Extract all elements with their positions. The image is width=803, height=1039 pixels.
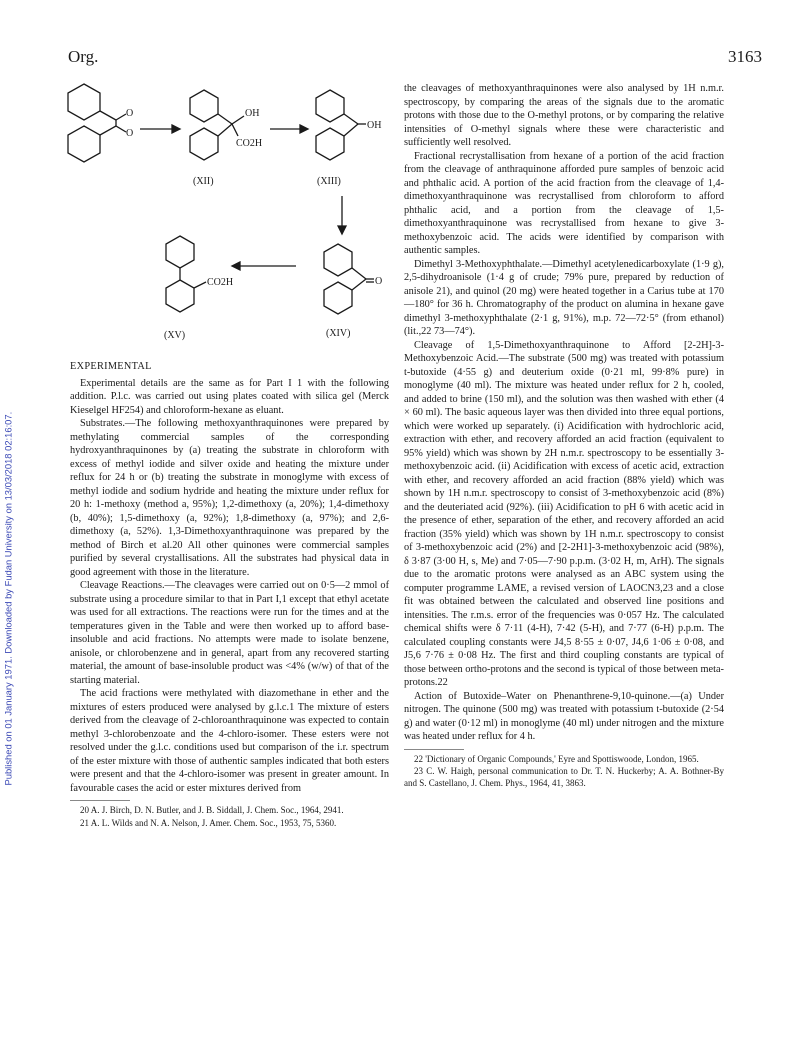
footnote-rule (404, 749, 464, 750)
label-xiii: (XIII) (317, 176, 341, 187)
paragraph: Fractional recrystallisation from hexane of a portion of the acid fraction from the cleavage of anthraquinone afforded pure samples of benzoic acid and phthalic acid. A portion of the acid fraction from the cleavage of 1,4-dimethoxyanthraquinone was recrystallised from chloroform to afford phthalic acid, and a portion from the cleavage of 1,5-dimethoxyanthraquinone was recrystallised from hexane to give 3-methoxybenzoic acid. The acids were identified by comparison with authentic samples. (404, 150, 724, 256)
atom-o-2: O (126, 128, 134, 139)
paragraph: Substrates.—The following methoxyanthraquinones were prepared by methylating commercial samples of the corresponding hydroxyanthraquinones by (a) treating the substrate in chloroform with excess of methyl iodide and silver oxide and heating the mixture under reflux for 24 h or (b) treating the substrate in monoglyme with excess of methyl iodide and sodium hydride and heating the mixture under reflux for 20 h: 1-methoxy (method a, 95%); 1,2-dimethoxy (a, 20%); 1,4-dimethoxy (b, 40%); 1,5-dimethoxy (a, 92%); 1,8-dimethoxy (a, 97%); and 2,6-dimethoxy (a, 52%). 1,3-Dimethoxyanthraquinone was prepared by the method of Birch et al.20 All other quinones were commercial samples purified by several crystallisations. All the substrates had physical data in good agreement with those in the literature. (70, 418, 389, 578)
paragraph: Dimethyl 3-Methoxyphthalate.—Dimethyl acetylenedicarboxylate (1·9 g), 2,5-dihydroanisole (1·4 g of crude; 79% pure, prepared by reduction of anisole 21), and quinol (20 mg) were heated together in a Carius tube at 170—180° for 36 h. Chromatography of the product on alumina in hexane gave dimethyl 3-methoxyphthalate (2·1 g, 91%), m.p. 72—72·5° (from ethanol) (lit.,22 73—74°). (404, 258, 724, 337)
atom-oh-1: OH (245, 108, 260, 119)
compound-xiv-structure (324, 244, 374, 314)
compound-xv-structure (166, 236, 206, 312)
journal-abbrev: Org. (68, 47, 99, 66)
right-column (404, 82, 724, 790)
paragraph: Experimental details are the same as for Part I 1 with the following addition. P.l.c. was carried out using plates coated with silica gel (Merck Kieselgel HF254) and chloroform-hexane as eluant. (70, 377, 389, 416)
section-heading: EXPERIMENTAL (70, 361, 152, 372)
atom-co2h-1: CO2H (236, 138, 263, 149)
reaction-scheme (60, 76, 420, 356)
footnote: 21 A. L. Wilds and N. A. Nelson, J. Amer. Chem. Soc., 1953, 75, 5360. (80, 817, 337, 828)
footnote: 20 A. J. Birch, D. N. Butler, and J. B. Siddall, J. Chem. Soc., 1964, 2941. (80, 805, 344, 815)
atom-oh-2: OH (367, 120, 382, 131)
download-notice: Published on 01 January 1971. Downloaded by Fudan University on 13/03/2018 02:16:07. (2, 411, 14, 786)
label-xiv: (XIV) (326, 328, 351, 339)
paragraph: Cleavage of 1,5-Dimethoxyanthraquinone to Afford [2-2H]-3-Methoxybenzoic Acid.—The substrate (500 mg) was treated with potassium t-butoxide (4·55 g) and deuterium oxide (0·21 ml, 99·8% pure) in monoglyme (40 ml). The mixture was heated under reflux for 2 h, cooled, and added to brine (150 ml), and the solution was then washed with ether (4 × 60 ml). The basic aqueous layer was then divided into three equal portions, which were worked up separately. (i) Acidification with hydrochloric acid, extraction with ether, and recovery afforded an acid fraction (equivalent to 95% yield) which was shown by 2H n.m.r. spectroscopy to be essentially 3-methoxybenzoic acid. (ii) Acidification with excess of acetic acid, extraction with ether, and recovery afforded an acid fraction (88% yield) which was shown by 1H n.m.r. spectroscopy to consist of 3-methoxybenzoic acid (8%) and the deuteriated acid (92%). (iii) Acidification to pH 6 with acetic acid in the presence of ether, separation of the ether, and recovery afforded an acid fraction (35% yield) which was shown by 1H n.m.r. spectroscopy to consist of 3-methoxybenzoic acid (2%) and [2-2H1]-3-methoxybenzoic acid (98%), δ 3·87 (3·00 H, s, Me) and 7·05—7·90 p.p.m. (3·02 H, m, ArH). The signals due to the aromatic protons were analysed as an ABC system using the computer programme LAME, a revised version of LAOCN3,23 and a close fit was obtained between the calculated and observed line positions and intensities. The r.m.s. error of the frequencies was 0·057 Hz. The calculated chemical shifts were δ 7·11 (4-H), 7·42 (5-H), and 7·77 (6-H) p.p.m. The calculated coupling constants were J4,5 8·55 ± 0·07, J4,6 1·06 ± 0·08, and J5,6 7·76 ± 0·08 Hz. The first and third coupling constants are typical of those between ortho-protons and the second is typical of those between meta-protons.22 (404, 339, 724, 688)
label-xii: (XII) (193, 176, 214, 187)
paragraph: Action of Butoxide–Water on Phenanthrene-9,10-quinone.—(a) Under nitrogen. The quinone (500 mg) was treated with potassium t-butoxide (2·54 g) and water (0·12 ml) in monoglyme (40 ml) under nitrogen and the mixture was heated under reflux for 4 h. (404, 690, 724, 742)
footnotes (70, 805, 389, 829)
atom-o-1: O (126, 108, 134, 119)
paragraph: the cleavages of methoxyanthraquinones were also analysed by 1H n.m.r. spectroscopy, by comparing the areas of the signals due to the aromatic protons with those due to the O-methyl protons, or by comparing the relative intensities of O-methyl signals where these were characteristic and sufficiently well resolved. (404, 83, 724, 148)
compound-xii-structure (190, 90, 244, 160)
left-column (70, 360, 389, 830)
phenanthrenequinone-structure (68, 84, 126, 162)
page-number: 3163 (728, 47, 762, 66)
footnote: 22 'Dictionary of Organic Compounds,' Eyre and Spottiswoode, London, 1965. (414, 753, 699, 764)
footnote-rule (70, 800, 130, 801)
paragraph: The acid fractions were methylated with diazomethane in ether and the mixtures of esters produced were analysed by g.l.c.1 The mixture of esters derived from the cleavage of 2-chloroanthraquinone was expected to contain methyl 3-chlorobenzoate and the 4-chloro-isomer. These esters were not resolved under the g.l.c. conditions used but comparison of the i.r. spectrum of the ester mixture with those of authentic samples indicated that both esters were present and that the 4-chloro-isomer was present in greater amount. In favourable cases the acid or ester mixtures derived from (70, 688, 389, 794)
atom-co2h-2: CO2H (207, 277, 234, 288)
paragraph: Cleavage Reactions.—The cleavages were carried out on 0·5—2 mmol of substrate using a procedure similar to that in Part I,1 except that ethyl acetate was used for all extractions. The reactions were run for the times and at the temperatures given in the Table and were then worked up to afford base-insoluble and acid fractions. No attempts were made to isolate benzene, anisole, or chlorobenzene and in general, apart from any recovered starting material, the amount of base-insoluble product was <4% (w/w) of that of the starting material. (70, 580, 389, 686)
atom-o-3: O (375, 276, 383, 287)
footnote: 23 C. W. Haigh, personal communication to Dr. T. N. Huckerby; A. A. Bothner-By and S. Castellano, J. Chem. Phys., 1964, 41, 3863. (404, 766, 724, 788)
label-xv: (XV) (164, 330, 186, 341)
footnotes (404, 754, 724, 790)
compound-xiii-structure (316, 90, 366, 160)
